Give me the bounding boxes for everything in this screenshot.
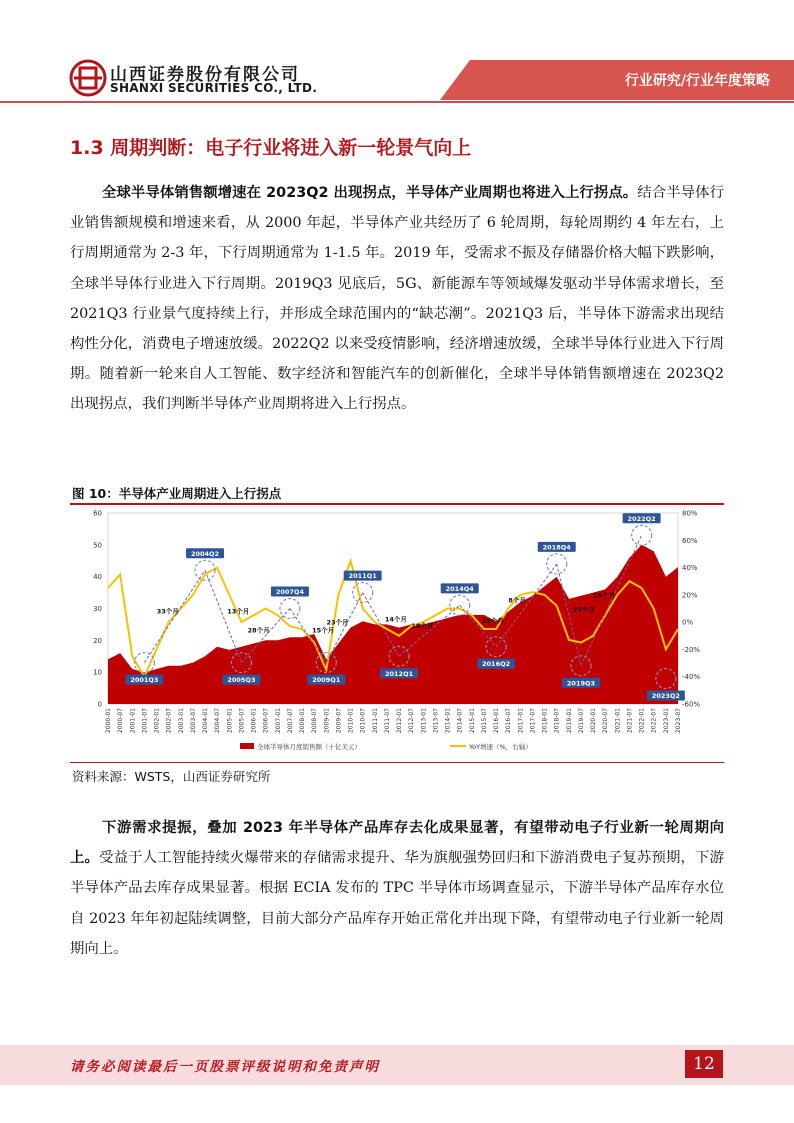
right-axis-tick-label: 80% [682, 509, 698, 518]
x-axis-tick-label: 2023-07 [675, 708, 682, 734]
figure-bottom-rule [70, 762, 724, 763]
peak-label: 2022Q2 [627, 514, 656, 523]
paragraph-1-body: 结合半导体行业销售额规模和增速来看，从 2000 年起，半导体产业共经历了 6 轮周期，每轮周期约 4 年左右，上行周期通常为 2-3 年，下行周期通常为 1-1.5 年。2019 年，受需求不振及存储器价格大幅下跌影响，全球半导体行业进入下行周期。2019Q3 见底后，5G、新能源车等领域爆发驱动半导体需求增长，至 2021Q3 行业景气度持续上行，并形成全球范围内的“缺芯潮”。2021Q3 后，半导体下游需求出现结构性分化，消费电子增速放缓。2022Q2 以来受疫情影响，经济增速放缓，全球半导体行业进入下行周期。随着新一轮来自人工智能、数字经济和智能汽车的创新催化，全球半导体销售额增速在 2023Q2 出现拐点，我们判断半导体产业周期将进入上行拐点。 [70, 185, 724, 413]
right-axis-tick-label: 0% [682, 618, 694, 627]
x-axis-tick-label: 2012-07 [408, 708, 416, 734]
logo-icon [71, 61, 105, 95]
x-axis-tick-label: 2022-07 [650, 708, 658, 734]
x-axis-tick-label: 2002-07 [165, 708, 173, 734]
company-name-en: SHANXI SECURITIES CO., LTD. [110, 81, 318, 95]
cycle-duration-label: 15个月 [312, 626, 335, 635]
figure-title: 图 10：半导体产业周期进入上行拐点 [72, 486, 282, 501]
section-title: 1.3 周期判断：电子行业将进入新一轮景气向上 [70, 137, 472, 159]
x-axis-tick-label: 2020-01 [590, 708, 598, 734]
x-axis-tick-label: 2016-01 [493, 708, 501, 734]
right-axis-tick-label: -40% [682, 673, 701, 682]
x-axis-tick-label: 2011-01 [371, 708, 379, 734]
cycle-duration-label: 15个月 [593, 591, 616, 600]
trough-label: 2012Q1 [384, 669, 414, 678]
peak-label: 2004Q2 [190, 549, 220, 558]
x-axis-tick-label: 2017-01 [517, 708, 525, 734]
x-axis-tick-label: 2017-07 [529, 708, 537, 734]
trough-label: 2023Q2 [651, 692, 680, 701]
x-axis-tick-label: 2006-01 [250, 708, 258, 734]
paragraph-2 [70, 813, 724, 964]
x-axis-tick-label: 2006-07 [262, 708, 270, 734]
left-axis-tick-label: 60 [93, 509, 102, 518]
legend-yoy-label: YoY增速（%，右轴） [469, 743, 532, 751]
left-axis-tick-label: 20 [93, 636, 102, 645]
x-axis-tick-label: 2000-01 [105, 708, 112, 734]
x-axis-tick-label: 2021-07 [626, 708, 634, 734]
x-axis-tick-label: 2014-01 [444, 708, 452, 734]
x-axis-tick-label: 2004-07 [214, 708, 222, 734]
figure-top-rule [70, 503, 724, 505]
x-axis-tick-label: 2020-07 [602, 708, 610, 734]
legend-sales-swatch [240, 743, 254, 749]
cycle-duration-label: 18个月 [411, 621, 434, 630]
x-axis-tick-label: 2018-01 [541, 708, 549, 734]
x-axis-tick-label: 2009-07 [335, 708, 343, 734]
left-axis-tick-label: 30 [93, 605, 102, 613]
left-axis-tick-label: 0 [97, 700, 102, 709]
x-axis-tick-label: 2003-07 [189, 708, 197, 734]
x-axis-tick-label: 2005-07 [238, 708, 246, 734]
figure-source: 资料来源：WSTS，山西证券研究所 [72, 769, 271, 784]
x-axis-tick-label: 2015-01 [468, 708, 476, 734]
peak-label: 2014Q4 [445, 584, 474, 593]
trough-label: 2005Q3 [227, 676, 256, 685]
paragraph-2-body: 受益于人工智能持续火爆带来的存储需求提升、华为旗舰强势回归和下游消费电子复苏预期，下游半导体产品去库存成果显著。根据 ECIA 发布的 TPC 半导体市场调查显示，下游半导体产品库存水位自 2023 年年初起陆续调整，目前大部分产品库存开始正常化并出现下降，有望带动电子行业新一轮周期向上。 [70, 850, 724, 957]
cycle-duration-label: 23个月 [326, 618, 349, 627]
peak-label: 2018Q4 [542, 543, 571, 552]
cycle-duration-label: 28个月 [247, 626, 270, 635]
x-axis-tick-label: 2001-07 [141, 708, 149, 734]
legend-sales-label: 全球半导体月度销售额（十亿美元） [257, 743, 361, 751]
x-axis-tick-label: 2022-01 [638, 708, 646, 734]
right-axis-tick-label: -60% [682, 700, 701, 709]
cycle-duration-label: 29个月 [481, 617, 504, 626]
x-axis-tick-label: 2001-01 [129, 708, 137, 734]
x-axis-tick-label: 2016-07 [505, 708, 513, 734]
x-axis-tick-label: 2018-07 [553, 708, 561, 734]
x-axis-tick-label: 2013-01 [420, 708, 428, 734]
x-axis-tick-label: 2010-07 [359, 708, 367, 734]
right-axis-tick-label: 40% [682, 564, 698, 573]
x-axis-tick-label: 2015-07 [480, 708, 488, 734]
peak-label: 2007Q4 [275, 588, 304, 596]
x-axis-tick-label: 2021-01 [614, 708, 622, 734]
x-axis-tick-label: 2013-07 [432, 708, 440, 734]
x-axis-tick-label: 2007-01 [274, 708, 282, 734]
x-axis-tick-label: 2000-07 [117, 708, 125, 734]
x-axis-tick-label: 2019-01 [565, 708, 573, 734]
semiconductor-cycle-chart [70, 507, 724, 760]
trough-label: 2019Q3 [566, 679, 596, 688]
right-axis-tick-label: -20% [682, 645, 701, 654]
x-axis-tick-label: 2007-07 [286, 708, 294, 734]
x-axis-tick-label: 2005-01 [226, 708, 234, 734]
x-axis-tick-label: 2009-01 [323, 708, 331, 734]
paragraph-2-lead: 下游需求提振，叠加 2023 年半导体产品库存去化成果显著，有望带动电子行业新一轮周期向上。 [70, 820, 724, 867]
cycle-duration-label: 33个月 [156, 607, 179, 616]
left-axis-tick-label: 10 [93, 668, 102, 677]
x-axis-tick-label: 2014-07 [456, 708, 464, 734]
company-name-cn: 山西证券股份有限公司 [110, 65, 300, 85]
trough-label: 2016Q2 [482, 660, 511, 669]
x-axis-tick-label: 2003-01 [177, 708, 185, 734]
left-axis-tick-label: 50 [93, 541, 102, 550]
cycle-duration-label: 14个月 [384, 615, 407, 624]
report-type-tag: 行业研究/行业年度策略 [624, 73, 770, 89]
peak-label: 2011Q1 [348, 572, 377, 581]
right-axis-tick-label: 60% [682, 536, 698, 545]
x-axis-tick-label: 2023-01 [662, 708, 670, 734]
trough-label: 2009Q1 [312, 676, 341, 685]
page-number: 12 [685, 1050, 723, 1078]
left-axis-tick-label: 40 [93, 573, 102, 582]
x-axis-tick-label: 2008-01 [299, 708, 307, 734]
x-axis-tick-label: 2004-01 [202, 708, 210, 734]
cycle-duration-label: 13个月 [227, 607, 250, 616]
paragraph-1-lead: 全球半导体销售额增速在 2023Q2 出现拐点，半导体产业周期也将进入上行拐点。 [102, 185, 638, 201]
footer-disclaimer: 请务必阅读最后一页股票评级说明和免责声明 [70, 1059, 380, 1075]
page-header [0, 0, 794, 112]
x-axis-tick-label: 2012-01 [396, 708, 404, 734]
x-axis-tick-label: 2011-07 [383, 708, 391, 734]
x-axis-tick-label: 2008-07 [311, 708, 319, 734]
x-axis-tick-label: 2019-07 [577, 708, 585, 734]
x-axis-tick-label: 2010-01 [347, 708, 355, 734]
x-axis-tick-label: 2002-01 [153, 708, 161, 734]
right-axis-tick-label: 20% [682, 591, 698, 600]
cycle-duration-label: 35个月 [572, 605, 595, 614]
cycle-duration-label: 8个月 [508, 596, 526, 605]
paragraph-1 [70, 178, 724, 420]
trough-label: 2001Q3 [130, 676, 159, 685]
